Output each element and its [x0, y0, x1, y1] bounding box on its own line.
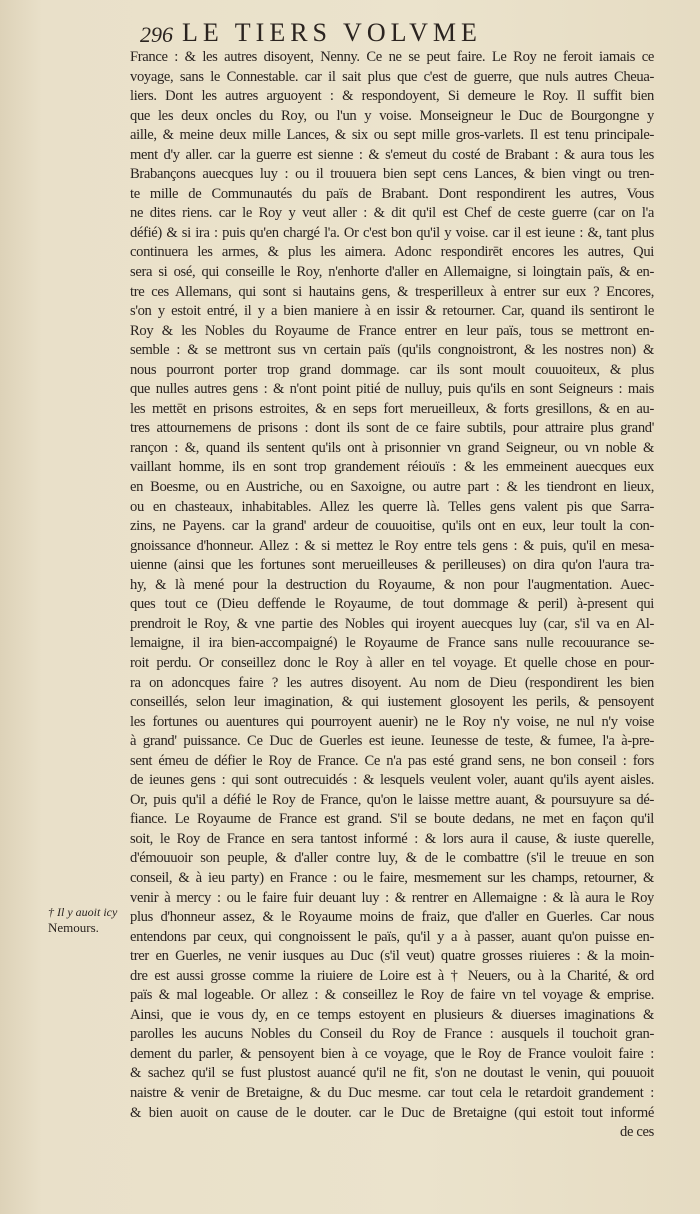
text-line: conseil, & à ieu party) en France : ou le faire, mesmement sur les champs, retourner, & [130, 869, 654, 886]
text-line: hy, & là mené pour la destruction du Royaume, & non pour l'augmentation. Auec- [130, 576, 654, 593]
text-line: païs & mal logeable. Or allez : & conseillez le Roy de faire vn tel voyage & emprise. [130, 987, 654, 1004]
marginal-note-line: Nemours. [48, 920, 99, 935]
text-line: que nulles autres gens : & n'ont point pitié de nulluy, puis qu'ils en sont Seigneurs : mais [130, 381, 654, 398]
text-line: dement du parler, & pensoyent bien à ce voyage, que le Roy de France vouloit faire : [130, 1045, 654, 1062]
text-line: conseillés, selon leur imagination, & qui iustement glosoyent les perils, & pensoyent [130, 694, 654, 711]
text-line: ment d'y aller. car la guerre est sienne : & s'emeut du costé de Brabant : & aura tous les [130, 146, 654, 163]
text-line: à grand' puissance. Ce Duc de Guerles est ieune. Ieunesse de teste, & fumee, l'a à-pre- [130, 733, 654, 750]
text-line: de ces [620, 1124, 654, 1141]
text-line: parolles les aucuns Nobles du Conseil du Roy de France : ausquels il touchoit gran- [130, 1026, 654, 1043]
text-line: voyage, sans le Connestable. car il sait plus que c'est de guerre, que nuls autres Cheua- [130, 68, 654, 85]
text-line: roit perdu. Or conseillez donc le Roy à aller en tel voyage. Et quelle chose en pour- [130, 654, 654, 671]
page-header [140, 16, 680, 48]
body-text [130, 48, 654, 1143]
text-line: naistre & venir de Bretaigne, & du Duc mesme. car tout cela le retardoit grandement : [130, 1084, 654, 1101]
text-line: vaillant homme, ils en sont trop grandement réiouïs : & les emmeinent auecques eux [130, 459, 654, 476]
text-line: lemaigne, il ira bien-accompaigné) le Royaume de France sans nulle recouurance se- [130, 635, 654, 652]
text-line: liers. Dont les autres arguoyent : & respondoyent, Si demeure le Roy. Il suffit bien [130, 88, 654, 105]
text-line: te mille de Communautés du païs de Brabant. Dont respondirent les autres, Vous [130, 185, 654, 202]
text-line: prendroit le Roy, & vne partie des Nobles qui iroyent auecques luy (car, s'il va en Al- [130, 615, 654, 632]
text-line: fiance. Le Royaume de France est grand. S'il se boute dedans, ne met en façon qu'il [130, 811, 654, 828]
text-line: les fortunes ou auentures qui pourroyent auenir) ne le Roy n'y voise, ne nul n'y voise [130, 713, 654, 730]
text-line: sent émeu de défier le Roy de France. Ce n'a pas esté grand sens, ne bon conseil : fors [130, 752, 654, 769]
text-line: que les deux oncles du Roy, ou l'un y voise. Monseigneur le Duc de Bourgongne y [130, 107, 654, 124]
text-line: ra on adoncques faire ? les autres disoyent. Au nom de Dieu (respondirent les bien [130, 674, 654, 691]
text-line: sera si osé, qui conseille le Roy, n'enhorte d'aller en Allemaigne, si loingtain païs, & en- [130, 264, 654, 281]
text-line: zins, ne Payens. car la grand' ardeur de couuoitise, qu'ils ont en eux, leur toult la con- [130, 518, 654, 535]
text-line: & bien auoit on cause de le douter. car le Duc de Bretaigne (qui estoit tout informé [130, 1104, 654, 1121]
text-line: France : & les autres disoyent, Nenny. Ce ne se peut faire. Le Roy ne feroit iamais ce [130, 49, 654, 65]
marginal-note [48, 904, 130, 936]
text-line: Or, puis qu'il a défié le Roy de France, qu'on le laisse mettre auant, & poursuyure sa dé- [130, 791, 654, 808]
text-line: en Boesme, ou en Austriche, ou en Saxoigne, ou autre part : & les tiendront en lieux, [130, 479, 654, 496]
text-line: ne dites riens. car le Roy y veut aller : & dit qu'il est Chef de ceste guerre (car on l'a [130, 205, 654, 222]
text-line: soit, le Roy de France en sera tantost informé : & lors aura il cause, & iuste querelle, [130, 830, 654, 847]
text-line: Ainsi, que ie vous dy, en ce temps estoyent en plusieurs & diuerses imaginations & [130, 1006, 654, 1023]
text-line: aille, & meine deux mille Lances, & six ou sept mille gros-varlets. Il est tenu principale- [130, 127, 654, 144]
text-line: uienne (ainsi que les fortunes sont merueilleuses & perilleuses) on dira qu'on l'aura tra- [130, 557, 654, 574]
text-line: défié) & si ira : puis qu'en chargé l'a. Or c'est bon qu'il y voise. car il est ieune : &, tant plus [130, 224, 654, 241]
text-line: nous pourront porter trop grand dommage. car ils sont moult couuoiteux, & plus [130, 361, 654, 378]
text-line: d'émouuoir son peuple, & d'aller contre luy, & de le combattre (s'il le treuue en son [130, 850, 654, 867]
text-line: Roy & les Nobles du Royaume de France entrer en leur païs, tous se mettront en- [130, 322, 654, 339]
marginal-note-line: † Il y auoit icy [48, 905, 118, 919]
text-line: s'on y estoit entré, il y a bien maniere à en issir & retourner. Car, quand ils sentiront le [130, 303, 654, 320]
text-line: gnoissance d'honneur. Allez : & si mettez le Roy entre tels gens : & puis, qu'il en mesa- [130, 537, 654, 554]
text-line: tres attournemens de prisons : dont ils sont de ce faire subtils, pour attraire plus grand' [130, 420, 654, 437]
text-line: les mettēt en prisons estroites, & en seps fort merueilleux, & forts gresillons, & en au- [130, 400, 654, 417]
running-head: LE TIERS VOLVME [182, 18, 482, 47]
text-line: de ieunes gens : qui sont outrecuidés : & lesquels veulent voler, auant qu'ils ayent aisles. [130, 772, 654, 789]
text-line: continuera les armes, & plus les aimera. Adonc respondirēt encores les autres, Qui [130, 244, 654, 261]
text-line: semble : & se mettront sus vn certain païs (qu'ils congnoistront, & les nostres non) & [130, 342, 654, 359]
text-line: tre ces Allemans, qui sont si hautains gens, & tresperilleux à entrer sur eux ? Encores, [130, 283, 654, 300]
text-line: & sachez qu'il se fust plustost auancé qu'il ne fit, s'on ne doutast le venin, qui pouuoit [130, 1065, 654, 1082]
text-line: dre est aussi grosse comme la riuiere de Loire est à † Neuers, ou à la Charité, & ord [130, 967, 654, 984]
text-line: plus d'honneur assez, & le Royaume moins de fraiz, que d'aller en Guerles. Car nous [130, 909, 654, 926]
text-line: ou en chasteaux, inhabitables. Allez les querre là. Telles gens valent pis que Sarra- [130, 498, 654, 515]
text-line: rançon : &, quand ils sentent qu'ils ont à prisonnier vn grand Seigneur, ou vn noble & [130, 439, 654, 456]
text-line: venir à mercy : ou le faire fuir deuant luy : & rentrer en Allemaigne : & là aura le Roy [130, 889, 654, 906]
text-line: ques tout ce (Dieu deffende le Royaume, de tout dommage & peril) à-present qui [130, 596, 654, 613]
text-line: trer en Guerles, ne venir iusques au Duc (s'il veut) quatre grosses riuieres : & la moin- [130, 948, 654, 965]
page-number: 296 [140, 22, 173, 47]
text-line: Brabançons auecques luy : ou il trouuera bien sept cens Lances, & bien vingt ou tren- [130, 166, 654, 183]
text-line: entendons par ceux, qui congnoissent le païs, qu'il y a à passer, auant qu'on puisse en- [130, 928, 654, 945]
